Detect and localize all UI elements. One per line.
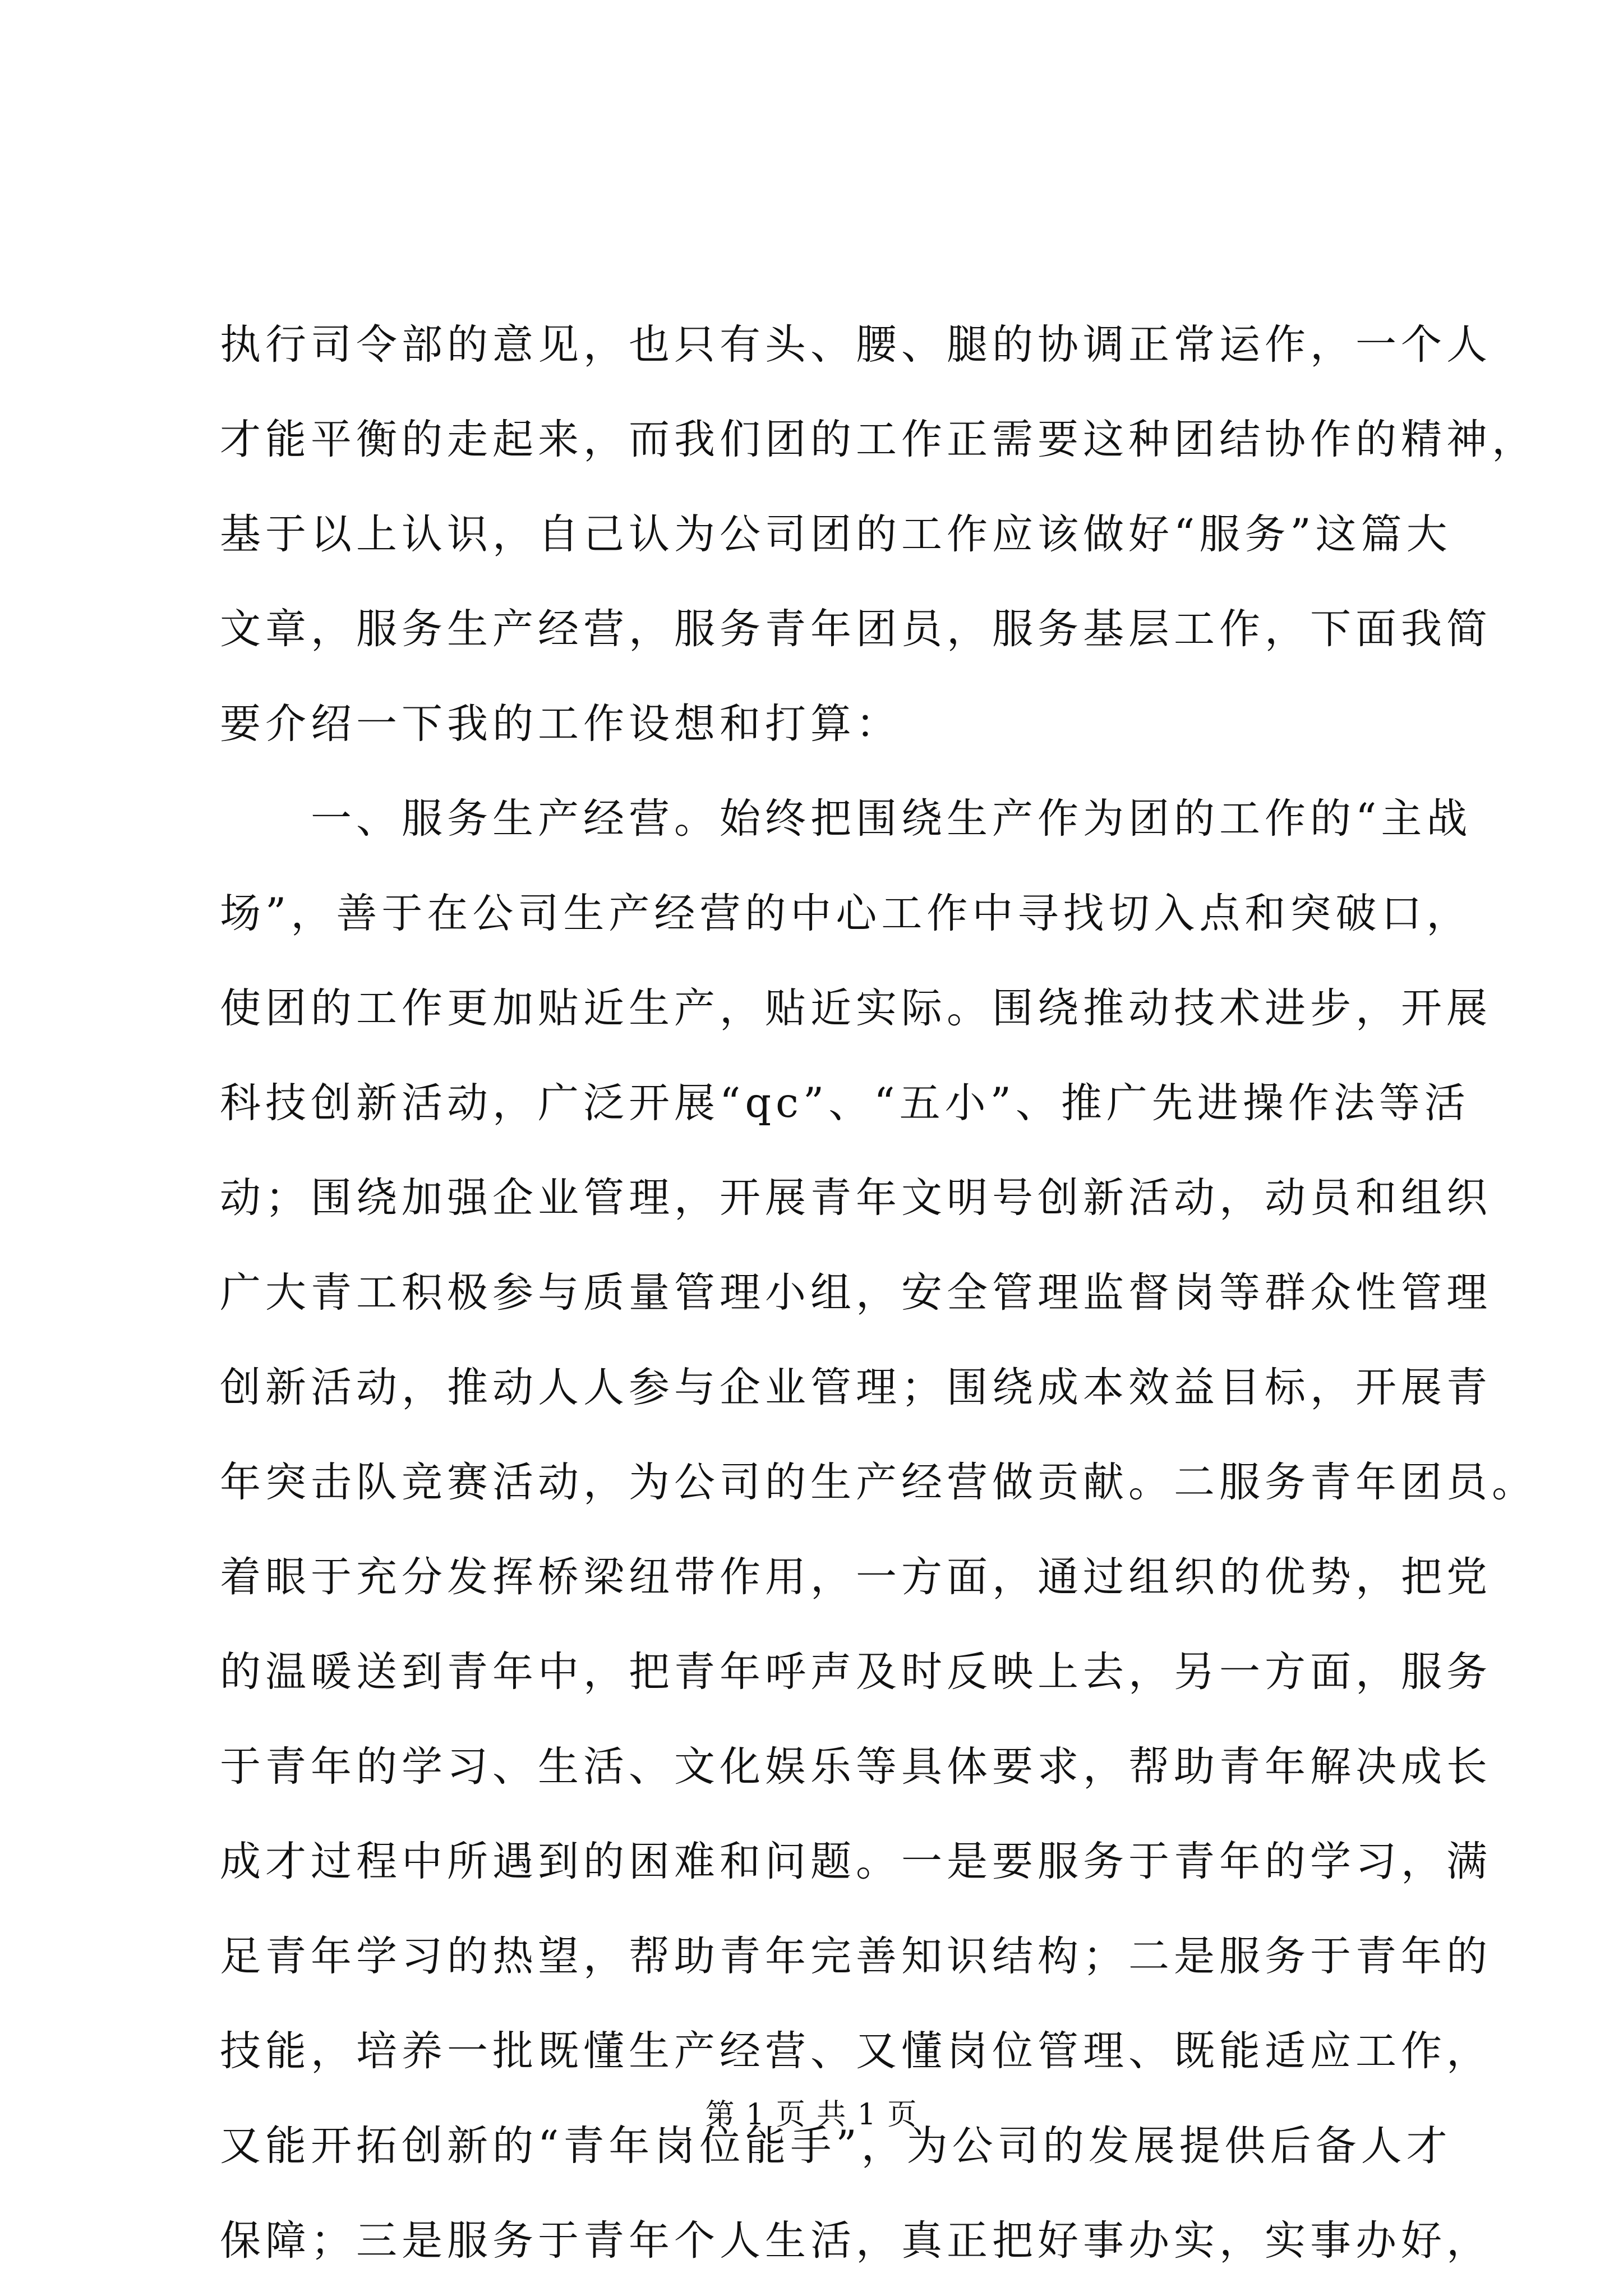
text-line: 技能，培养一批既懂生产经营、又懂岗位管理、既能适应工作， bbox=[220, 2027, 1492, 2075]
text-line: 的温暖送到青年中，把青年呼声及时反映上去，另一方面，服务 bbox=[220, 1648, 1492, 1696]
text-line: 基于以上认识，自己认为公司团的工作应该做好“服务”这篇大 bbox=[220, 510, 1452, 558]
text-line: 广大青工积极参与质量管理小组，安全管理监督岗等群众性管理 bbox=[220, 1269, 1492, 1317]
text-line: 场”，善于在公司生产经营的中心工作中寻找切入点和突破口， bbox=[220, 890, 1472, 937]
text-line: 创新活动，推动人人参与企业管理；围绕成本效益目标，开展青 bbox=[220, 1364, 1492, 1411]
text-line: 执行司令部的意见，也只有头、腰、腿的协调正常运作，一个人 bbox=[220, 321, 1492, 369]
text-line: 着眼于充分发挥桥梁纽带作用，一方面，通过组织的优势，把党 bbox=[220, 1553, 1492, 1601]
page-footer: 第 1 页 共 1 页 bbox=[705, 2098, 918, 2132]
text-line: 一、服务生产经营。始终把围绕生产作为团的工作的“主战 bbox=[220, 795, 1472, 843]
text-line: 要介绍一下我的工作设想和打算： bbox=[220, 700, 901, 748]
text-line: 成才过程中所遇到的困难和问题。一是要服务于青年的学习，满 bbox=[220, 1838, 1492, 1885]
body-text bbox=[220, 297, 1537, 2288]
text-line: 文章，服务生产经营，服务青年团员，服务基层工作，下面我简 bbox=[220, 605, 1492, 653]
text-line: 动；围绕加强企业管理，开展青年文明号创新活动，动员和组织 bbox=[220, 1174, 1492, 1222]
text-line: 足青年学习的热望，帮助青年完善知识结构；二是服务于青年的 bbox=[220, 1932, 1492, 1980]
text-line: 年突击队竞赛活动，为公司的生产经营做贡献。二服务青年团员。 bbox=[220, 1458, 1537, 1506]
text-line: 又能开拓创新的“青年岗位能手”，为公司的发展提供后备人才 bbox=[220, 2122, 1452, 2170]
text-line: 科技创新活动，广泛开展“qc”、“五小”、推广先进操作法等活 bbox=[220, 1079, 1470, 1127]
text-line: 保障；三是服务于青年个人生活，真正把好事办实，实事办好， bbox=[220, 2217, 1492, 2265]
text-line: 才能平衡的走起来，而我们团的工作正需要这种团结协作的精神， bbox=[220, 416, 1537, 463]
text-line: 于青年的学习、生活、文化娱乐等具体要求，帮助青年解决成长 bbox=[220, 1743, 1492, 1791]
text-line: 使团的工作更加贴近生产，贴近实际。围绕推动技术进步，开展 bbox=[220, 984, 1492, 1032]
